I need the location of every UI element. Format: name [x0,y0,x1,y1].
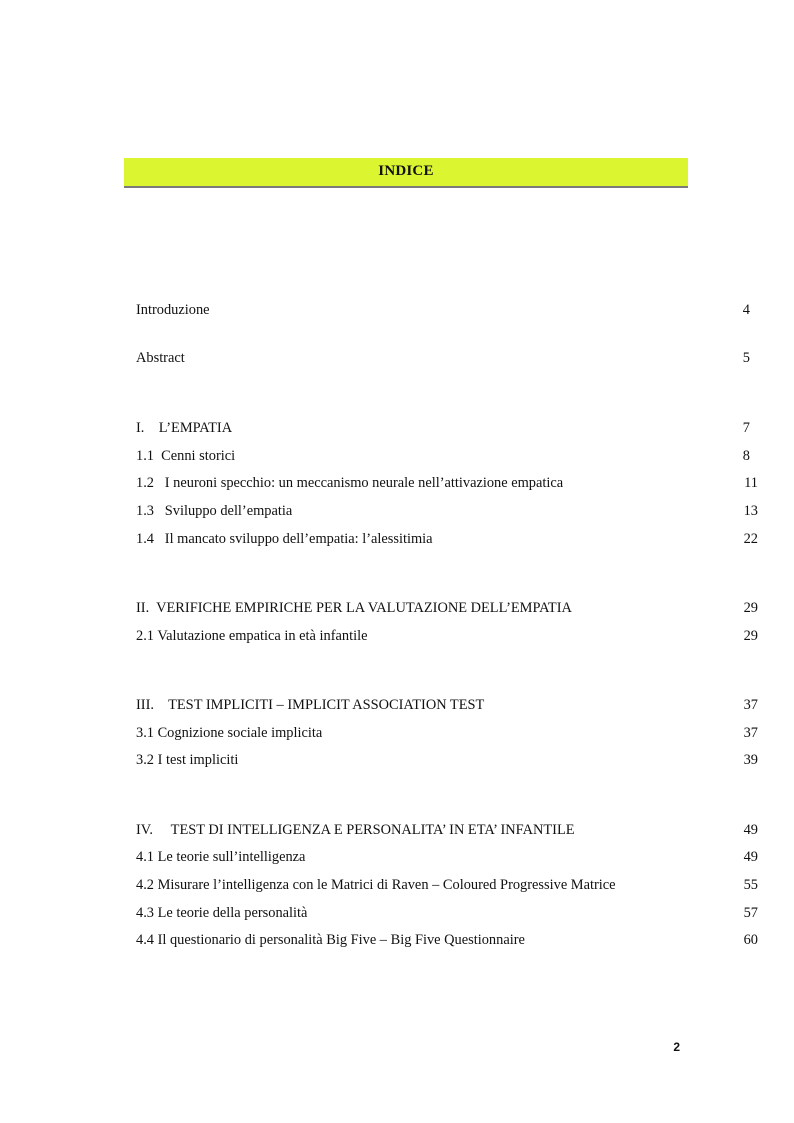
toc-entry-label: 3.2 I test impliciti [136,752,239,768]
toc-entry-abstract[interactable] [136,348,758,368]
toc-entry-label: IV. TEST DI INTELLIGENZA E PERSONALITA’ IN ETA’ INFANTILE [136,822,575,838]
toc-section-2-1[interactable] [136,626,758,646]
toc-section-4-2[interactable] [136,875,758,895]
toc-entry-page: 22 [743,531,758,547]
toc-section-4-4[interactable] [136,930,758,950]
toc-entry-page: 11 [744,475,758,491]
index-title-bar [124,158,688,188]
toc-entry-page: 7 [742,420,750,436]
toc-entry-page: 29 [743,600,758,616]
toc-entry-page: 39 [743,752,758,768]
toc-entry-label: Abstract [136,350,185,366]
toc-chapter-2[interactable] [136,598,758,618]
toc-entry-page: 5 [742,350,750,366]
toc-entry-page: 37 [743,725,758,741]
toc-chapter-1[interactable] [136,418,758,438]
toc-entry-page: 55 [743,877,758,893]
toc-entry-page: 49 [743,822,758,838]
toc-section-1-2[interactable] [136,473,758,493]
toc-entry-label: II. VERIFICHE EMPIRICHE PER LA VALUTAZIONE DELL’EMPATIA [136,600,572,616]
index-title: INDICE [378,163,434,179]
toc-section-1-3[interactable] [136,501,758,521]
toc-entry-label: 4.2 Misurare l’intelligenza con le Matrici di Raven – Coloured Progressive Matrice [136,877,616,893]
toc-entry-page: 13 [743,503,758,519]
toc-entry-page: 49 [743,849,758,865]
toc-entry-label: 4.1 Le teorie sull’intelligenza [136,849,306,865]
toc-entry-label: Introduzione [136,302,210,318]
toc-entry-page: 4 [742,302,750,318]
toc-entry-page: 60 [743,932,758,948]
toc-section-1-4[interactable] [136,529,758,549]
toc-entry-introduzione[interactable] [136,300,758,320]
toc-entry-label: 2.1 Valutazione empatica in età infantile [136,628,368,644]
toc-section-1-1[interactable] [136,446,758,466]
toc-entry-page: 8 [742,448,750,464]
page-number: 2 [673,1040,680,1054]
toc-chapter-3[interactable] [136,695,758,715]
toc-entry-label: 4.4 Il questionario di personalità Big Five – Big Five Questionnaire [136,932,525,948]
toc-entry-label: 1.1 Cenni storici [136,448,236,464]
toc-section-4-1[interactable] [136,847,758,867]
toc-entry-label: 1.4 Il mancato sviluppo dell’empatia: l’alessitimia [136,531,433,547]
toc-entry-label: I. L’EMPATIA [136,420,233,436]
toc-chapter-4[interactable] [136,820,758,840]
toc-entry-page: 57 [743,905,758,921]
toc-entry-label: 4.3 Le teorie della personalità [136,905,308,921]
toc-entry-label: III. TEST IMPLICITI – IMPLICIT ASSOCIATION TEST [136,697,485,713]
toc-entry-label: 3.1 Cognizione sociale implicita [136,725,323,741]
toc-entry-label: 1.3 Sviluppo dell’empatia [136,503,293,519]
toc-section-3-2[interactable] [136,750,758,770]
toc-section-4-3[interactable] [136,903,758,923]
toc-section-3-1[interactable] [136,723,758,743]
toc-entry-page: 29 [743,628,758,644]
toc-entry-page: 37 [743,697,758,713]
toc-entry-label: 1.2 I neuroni specchio: un meccanismo neurale nell’attivazione empatica [136,475,564,491]
